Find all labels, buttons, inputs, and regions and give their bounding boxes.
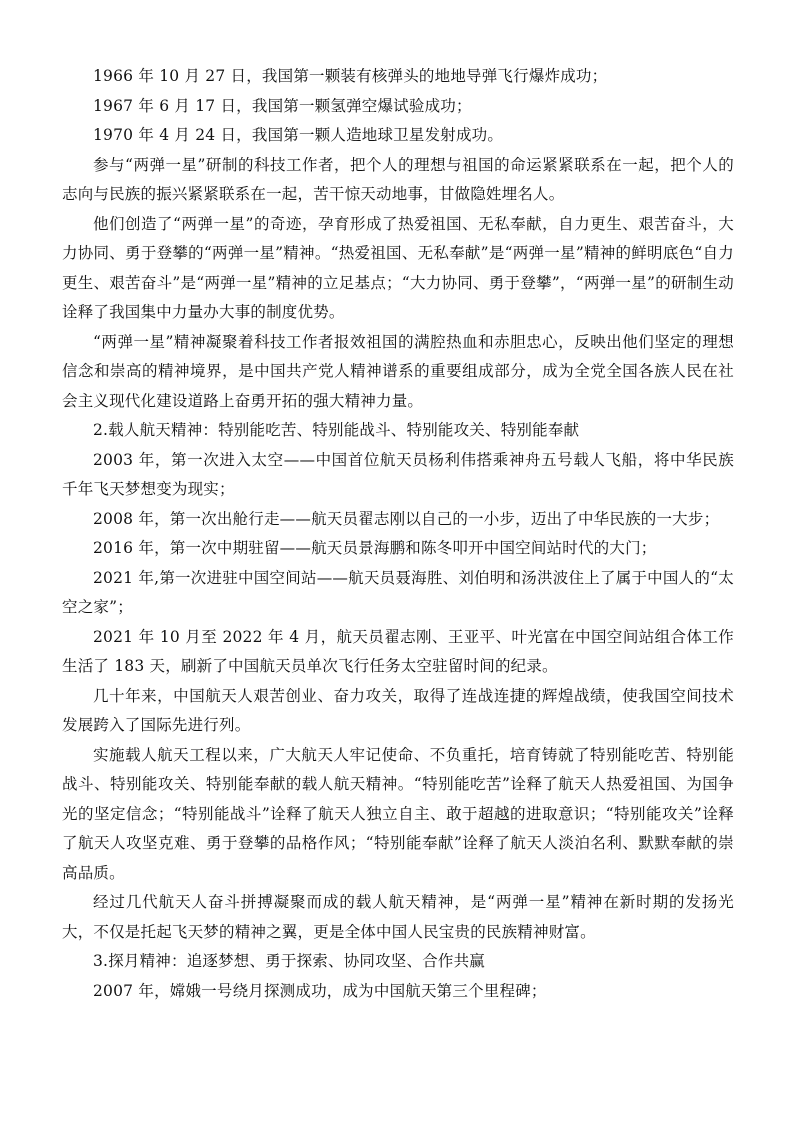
paragraph-scientists: 参与“两弹一星”研制的科技工作者，把个人的理想与祖国的命运紧紧联系在一起，把个人的志向与民族的振兴紧紧联系在一起，苦干惊天动地事，甘做隐姓埋名人。: [62, 155, 734, 203]
paragraph-spirit-significance: “两弹一星”精神凝聚着科技工作者报效祖国的满腔热血和赤胆忠心，反映出他们坚定的理想信念和崇高的精神境界，是中国共产党人精神谱系的重要组成部分，成为全党全国各族人民在社会主义现代化建设道路上奋勇开拓的强大精神力量。: [62, 332, 734, 410]
paragraph-manned-spirit: 实施载人航天工程以来，广大航天人牢记使命、不负重托，培育铸就了特别能吃苦、特别能战斗、特别能攻关、特别能奉献的载人航天精神。“特别能吃苦”诠释了航天人热爱祖国、为国争光的坚定信念；“特别能战斗”诠释了航天人独立自主、敢于超越的进取意识；“特别能攻关”诠释了航天人攻坚克难、勇于登攀的品格作风；“特别能奉献”诠释了航天人淡泊名利、默默奉献的崇高品质。: [62, 745, 734, 882]
document-body: [62, 62, 734, 1006]
paragraph-2021-2022: 2021 年 10 月至 2022 年 4 月，航天员翟志刚、王亚平、叶光富在中国空间站组合体工作生活了 183 天，刷新了中国航天员单次飞行任务太空驻留时间的纪录。: [62, 627, 734, 675]
paragraph-2016: 2016 年，第一次中期驻留——航天员景海鹏和陈冬叩开中国空间站时代的大门；: [93, 539, 657, 557]
paragraph-1967-hydrogen-bomb: 1967 年 6 月 17 日，我国第一颗氢弹空爆试验成功；: [93, 96, 472, 115]
section-heading-manned-spaceflight: 2.载人航天精神：特别能吃苦、特别能战斗、特别能攻关、特别能奉献: [93, 421, 580, 439]
paragraph-2007: 2007 年，嫦娥一号绕月探测成功，成为中国航天第三个里程碑；: [93, 981, 547, 1000]
paragraph-1970-satellite: 1970 年 4 月 24 日，我国第一颗人造地球卫星发射成功。: [93, 126, 504, 144]
paragraph-decades: 几十年来，中国航天人艰苦创业、奋力攻关，取得了连战连捷的辉煌战绩，使我国空间技术发展跨入了国际先进行列。: [62, 686, 734, 734]
section-heading-lunar-exploration: 3.探月精神：追逐梦想、勇于探索、协同攻坚、合作共赢: [93, 952, 485, 970]
paragraph-generations: 经过几代航天人奋斗拼搏凝聚而成的载人航天精神，是“两弹一星”精神在新时期的发扬光大，不仅是托起飞天梦的精神之翼，更是全体中国人民宝贵的民族精神财富。: [62, 893, 734, 941]
paragraph-2003: 2003 年，第一次进入太空——中国首位航天员杨利伟搭乘神舟五号载人飞船，将中华民族千年飞天梦想变为现实；: [62, 450, 734, 498]
paragraph-two-bombs-spirit: 他们创造了“两弹一星”的奇迹，孕育形成了热爱祖国、无私奉献，自力更生、艰苦奋斗，大力协同、勇于登攀的“两弹一星”精神。“热爱祖国、无私奉献”是“两弹一星”精神的鲜明底色“自力更生、艰苦奋斗”是“两弹一星”精神的立足基点；“大力协同、勇于登攀”，“两弹一星”的研制生动诠释了我国集中力量办大事的制度优势。: [62, 214, 734, 321]
paragraph-2021-station: 2021 年,第一次进驻中国空间站——航天员聂海胜、刘伯明和汤洪波住上了属于中国人的“太空之家”；: [62, 568, 734, 616]
paragraph-2008: 2008 年，第一次出舱行走——航天员翟志刚以自己的一小步，迈出了中华民族的一大步；: [93, 509, 720, 528]
paragraph-1966-missile: 1966 年 10 月 27 日，我国第一颗装有核弹头的地地导弹飞行爆炸成功；: [93, 67, 608, 85]
